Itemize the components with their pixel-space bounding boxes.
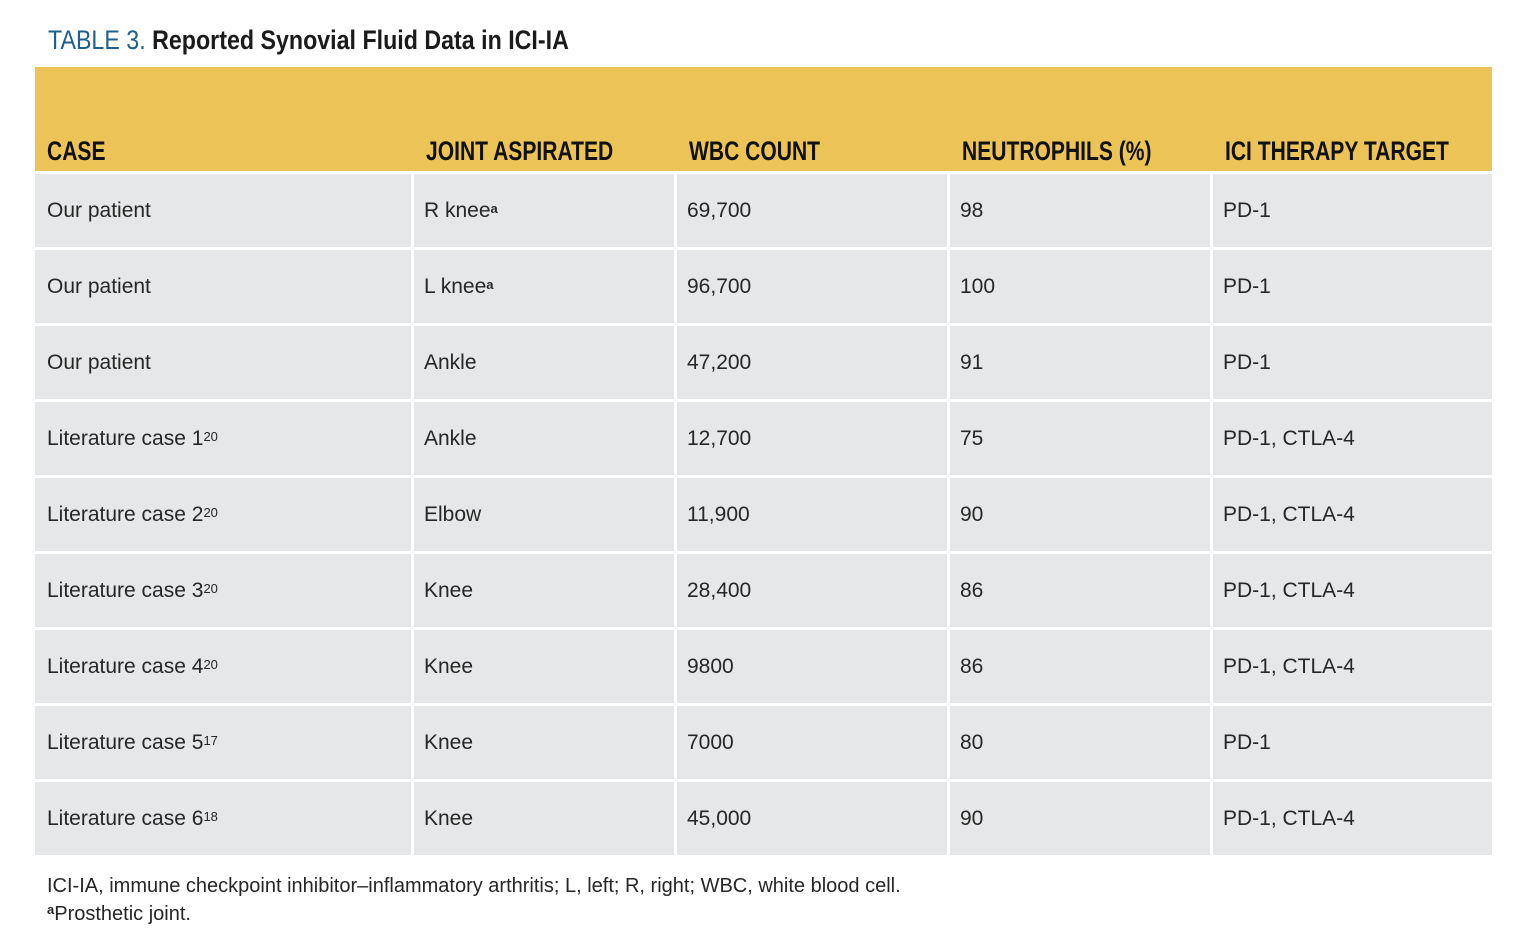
table-row [35, 402, 1492, 478]
footnote-prosthetic [47, 900, 901, 930]
cell-joint-aspirated-text: Ankle [424, 426, 477, 450]
cell-ici-therapy-target-text: PD-1, CTLA-4 [1223, 806, 1355, 830]
table-row [35, 782, 1492, 855]
cell-joint-aspirated [414, 782, 677, 855]
cell-case-text: Literature case 2 [47, 502, 204, 526]
cell-neutrophils [950, 706, 1213, 779]
table-number-label: TABLE 3. [48, 25, 146, 55]
cell-ici-therapy-target-text: PD-1 [1223, 350, 1271, 374]
cell-joint-aspirated-text: Knee [424, 730, 474, 754]
cell-neutrophils [950, 630, 1213, 703]
cell-joint-aspirated [414, 630, 677, 703]
cell-neutrophils [950, 174, 1213, 247]
cell-wbc-count-text: 12,700 [687, 426, 752, 450]
cell-neutrophils [950, 250, 1213, 323]
cell-wbc-count-text: 9800 [687, 654, 734, 678]
table-row [35, 478, 1492, 554]
cell-ici-therapy-target [1213, 782, 1492, 855]
cell-case-text: Our patient [47, 198, 151, 222]
cell-neutrophils-text: 86 [960, 578, 984, 602]
table-title-text: Reported Synovial Fluid Data in ICI-IA [152, 25, 569, 55]
cell-ici-therapy-target-text: PD-1, CTLA-4 [1223, 654, 1355, 678]
cell-case-text: Literature case 5 [47, 730, 204, 754]
table-row [35, 250, 1492, 326]
cell-joint-aspirated-text: R knee [424, 198, 491, 222]
cell-wbc-count [677, 402, 950, 475]
cell-ici-therapy-target-text: PD-1 [1223, 198, 1271, 222]
cell-joint-aspirated [414, 554, 677, 627]
cell-wbc-count-text: 96,700 [687, 274, 752, 298]
cell-wbc-count-text: 11,900 [687, 502, 750, 526]
cell-joint-aspirated-text: L knee [424, 274, 487, 298]
cell-joint-aspirated-text: Ankle [424, 350, 477, 374]
cell-ici-therapy-target [1213, 706, 1492, 779]
cell-neutrophils [950, 326, 1213, 399]
cell-case-text: Literature case 1 [47, 426, 204, 450]
footnote-abbreviations: ICI-IA, immune checkpoint inhibitor–inflammatory arthritis; L, left; R, right; WBC, white blood cell. [47, 875, 901, 897]
cell-neutrophils [950, 402, 1213, 475]
header-joint-aspirated: JOINT ASPIRATED [426, 136, 614, 166]
footnote-prosthetic-text: Prosthetic joint. [54, 903, 191, 925]
header-neutrophils: NEUTROPHILS (%) [962, 136, 1152, 166]
header-wbc-count: WBC COUNT [689, 136, 821, 166]
cell-neutrophils-text: 80 [960, 730, 984, 754]
cell-wbc-count [677, 326, 950, 399]
cell-wbc-count [677, 478, 950, 551]
cell-ici-therapy-target [1213, 554, 1492, 627]
cell-neutrophils [950, 782, 1213, 855]
cell-case-text: Our patient [47, 350, 151, 374]
footnote-mark: a [47, 902, 55, 917]
cell-joint-aspirated [414, 402, 677, 475]
cell-ici-therapy-target [1213, 402, 1492, 475]
cell-case-text: Literature case 6 [47, 806, 204, 830]
cell-wbc-count [677, 174, 950, 247]
header-ici-therapy-target: ICI THERAPY TARGET [1225, 136, 1449, 166]
cell-ici-therapy-target [1213, 326, 1492, 399]
cell-case: Literature case 5 $^{17}$ [35, 706, 414, 779]
cell-ici-therapy-target [1213, 478, 1492, 551]
cell-wbc-count [677, 630, 950, 703]
cell-case-text: Our patient [47, 274, 151, 298]
cell-neutrophils-text: 90 [960, 502, 984, 526]
table-footnotes [47, 872, 901, 930]
cell-joint-aspirated [414, 706, 677, 779]
cell-case [35, 326, 414, 399]
cell-case [35, 174, 414, 247]
cell-joint-aspirated-text: Knee [424, 654, 474, 678]
cell-joint-aspirated [414, 326, 677, 399]
cell-ici-therapy-target-text: PD-1, CTLA-4 [1223, 426, 1355, 450]
table-body [35, 171, 1492, 855]
cell-joint-aspirated-text: Elbow [424, 502, 482, 526]
table-title [48, 22, 569, 58]
cell-wbc-count-text: 28,400 [687, 578, 752, 602]
header-case: CASE [47, 136, 106, 166]
cell-wbc-count [677, 782, 950, 855]
cell-ici-therapy-target [1213, 174, 1492, 247]
synovial-fluid-table [35, 67, 1492, 855]
cell-wbc-count [677, 706, 950, 779]
cell-case: Literature case 3 $^{20}$ [35, 554, 414, 627]
cell-wbc-count [677, 554, 950, 627]
cell-ici-therapy-target [1213, 630, 1492, 703]
cell-wbc-count-text: 45,000 [687, 806, 752, 830]
cell-case: Literature case 1 $^{20}$ [35, 402, 414, 475]
table-row [35, 554, 1492, 630]
cell-wbc-count-text: 47,200 [687, 350, 752, 374]
cell-wbc-count-text: 69,700 [687, 198, 752, 222]
table-row [35, 706, 1492, 782]
cell-joint-aspirated [414, 478, 677, 551]
cell-ici-therapy-target-text: PD-1, CTLA-4 [1223, 502, 1355, 526]
cell-wbc-count [677, 250, 950, 323]
cell-case: Literature case 6 $^{18}$ [35, 782, 414, 855]
cell-neutrophils [950, 554, 1213, 627]
cell-neutrophils-text: 100 [960, 274, 996, 298]
cell-neutrophils-text: 91 [960, 350, 984, 374]
cell-ici-therapy-target-text: PD-1 [1223, 730, 1271, 754]
cell-case-text: Literature case 4 [47, 654, 204, 678]
cell-case [35, 250, 414, 323]
cell-neutrophils-text: 75 [960, 426, 984, 450]
table-header-row [35, 67, 1492, 171]
cell-ici-therapy-target [1213, 250, 1492, 323]
cell-ici-therapy-target-text: PD-1, CTLA-4 [1223, 578, 1355, 602]
cell-joint-aspirated-text: Knee [424, 806, 474, 830]
table-row [35, 326, 1492, 402]
table-row [35, 174, 1492, 250]
cell-joint-aspirated: R knee $^a$ [414, 174, 677, 247]
cell-case-text: Literature case 3 [47, 578, 204, 602]
cell-neutrophils [950, 478, 1213, 551]
cell-neutrophils-text: 98 [960, 198, 984, 222]
table-row [35, 630, 1492, 706]
cell-neutrophils-text: 90 [960, 806, 984, 830]
cell-wbc-count-text: 7000 [687, 730, 734, 754]
cell-joint-aspirated-text: Knee [424, 578, 474, 602]
cell-case: Literature case 2 $^{20}$ [35, 478, 414, 551]
cell-case: Literature case 4 $^{20}$ [35, 630, 414, 703]
cell-joint-aspirated: L knee $^a$ [414, 250, 677, 323]
cell-neutrophils-text: 86 [960, 654, 984, 678]
cell-ici-therapy-target-text: PD-1 [1223, 274, 1271, 298]
